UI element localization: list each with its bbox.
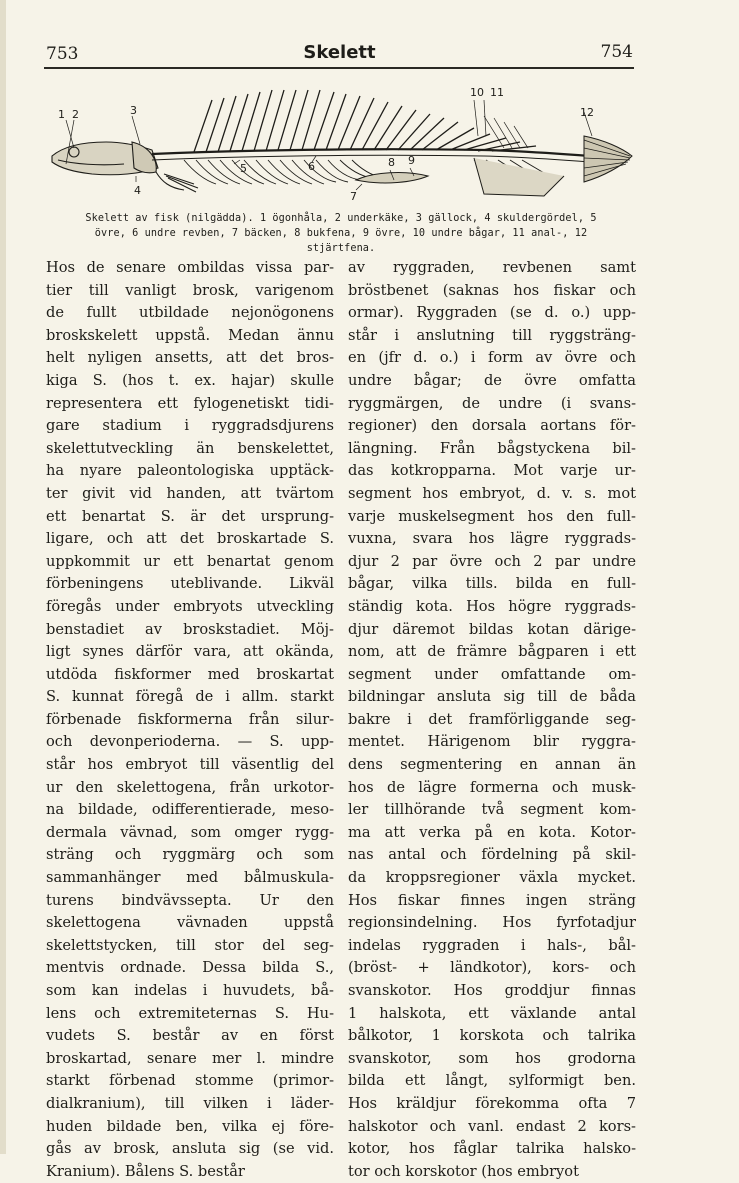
text-line: djur däremot bildas kotan därige- [348,620,636,638]
text-line: dens segmentering en annan än [348,756,636,774]
text-line: ständig kota. Hos högre ryggrads- [348,597,636,615]
text-line: kotor, hos fåglar talrika halsko- [348,1140,636,1158]
fig-label-10: 10 [470,86,484,99]
text-line: nas antal och fördelning på skil- [348,846,636,864]
fig-label-8: 8 [388,156,395,169]
text-line: broskskelett uppstå. Medan ännu [46,326,334,344]
page-title: Skelett [303,42,376,63]
text-line: tier till vanligt brosk, varigenom [46,281,334,299]
text-line: ligt synes därför vara, att okända, [46,643,334,661]
text-line: sträng och ryggmärg och som [46,846,334,864]
text-line: dialkranium), till vilken i läder- [46,1094,334,1112]
text-line: ur den skelettogena, från urkotor- [46,778,334,796]
text-line: som kan indelas i huvudets, bå- [46,982,334,999]
text-line: bröstbenet (saknas hos fiskar och [348,281,636,299]
text-line: skelettogena vävnaden uppstå [46,914,334,932]
text-line: benstadiet av broskstadiet. Möj- [46,620,334,638]
text-line: längning. Från bågstyckena bil- [348,439,636,457]
fig-label-1: 1 [58,108,65,121]
text-line: ryggmärgen, de undre (i svans- [348,394,636,412]
fish-skeleton-figure [44,76,636,206]
text-line: starkt förbenad stomme (primor- [46,1072,334,1090]
text-line: segment under omfattande om- [348,665,636,683]
text-line: Hos de senare ombildas vissa par- [46,259,334,276]
text-line: halskotor och vanl. endast 2 kors- [348,1117,636,1135]
text-line: utdöda fiskformer med broskartat [46,665,334,683]
text-line: Hos kräldjur förekomma ofta 7 [348,1094,636,1112]
text-line: da kroppsregioner växla mycket. [348,869,636,887]
fig-label-2: 2 [72,108,79,121]
text-line: ormar). Ryggraden (se d. o.) upp- [348,304,636,322]
text-line: representera ett fylogenetiskt tidi- [46,394,334,412]
text-line: svanskotor. Hos groddjur finnas [348,982,636,999]
text-line: vuxna, svara hos lägre ryggrads- [348,530,636,548]
text-line: tor och korskotor (hos embryot [348,1162,579,1180]
text-line: mentet. Härigenom blir ryggra- [348,733,636,751]
text-line: bilda ett långt, sylformigt ben. [348,1072,636,1090]
text-line: helt nyligen ansetts, att det bros- [46,349,334,367]
text-line: regionsindelning. Hos fyrfotadjur [348,914,636,932]
text-line: S. kunnat föregå de i allm. starkt [46,688,334,706]
text-line: na bildade, odifferentierade, meso- [46,801,334,819]
text-line: bakre i det framförliggande seg- [348,710,636,728]
text-line: undre bågar; de övre omfatta [348,371,636,389]
text-line: hos de lägre formerna och musk- [348,778,636,796]
text-line: bålkotor, 1 korskota och talrika [348,1027,636,1045]
text-line: das kotkropparna. Mot varje ur- [348,462,636,480]
caption-line: Skelett av fisk (nilgädda). 1 ögonhåla, 2 underkäke, 3 gällock, 4 skuldergördel, 5 [85,213,597,224]
text-line: en (jfr d. o.) i form av övre och [348,349,636,367]
text-line: kiga S. (hos t. ex. hajar) skulle [46,371,334,389]
caption-line: stjärtfena. [306,243,376,254]
text-line: gås av brosk, ansluta sig (se vid. [46,1140,334,1158]
text-line: broskartad, senare mer l. mindre [46,1049,334,1067]
fig-label-3: 3 [130,104,137,117]
text-line: lens och extremiteternas S. Hu- [46,1004,334,1022]
text-line: djur 2 par övre och 2 par undre [348,552,636,570]
text-line: ligare, och att det broskartade S. [46,530,334,548]
left-text-column [46,257,334,1183]
text-line: varje muskelsegment hos den full- [348,507,636,525]
right-text-column [348,257,636,1183]
text-line: regioner) den dorsala aortans för- [348,417,636,435]
text-line: gare stadium i ryggradsdjurens [46,417,334,435]
fig-label-11: 11 [490,86,504,99]
fig-label-9: 9 [408,154,415,167]
text-line: ter givit vid handen, att tvärtom [46,484,334,502]
text-line: skelettstycken, till stor del seg- [46,936,334,954]
text-line: och devonperioderna. — S. upp- [46,733,334,751]
text-line: bildningar ansluta sig till de båda [348,688,636,706]
text-line: ma att verka på en kota. Kotor- [348,823,636,841]
text-line: mentvis ordnade. Dessa bilda S., [46,959,334,977]
text-line: förbenade fiskformerna från silur- [46,710,334,728]
fig-label-6: 6 [308,160,315,173]
text-line: dermala vävnad, som omger rygg- [46,823,334,841]
text-line: segment hos embryot, d. v. s. mot [348,484,636,502]
text-line: vudets S. består av en först [46,1027,334,1045]
page-header [46,40,633,70]
fig-label-4: 4 [134,184,141,197]
page-number-left: 753 [46,44,79,64]
fish-skeleton-illustration [44,76,636,206]
text-line: de fullt utbildade nejonögonens [46,304,334,322]
text-line: sammanhänger med bålmuskula- [46,869,334,887]
text-line: turens bindvävssepta. Ur den [46,891,334,909]
text-line: 1 halskota, ett växlande antal [348,1004,636,1022]
text-line: indelas ryggraden i hals-, bål- [348,936,636,954]
text-line: huden bildade ben, vilka ej före- [46,1117,334,1135]
fig-label-7: 7 [350,190,357,203]
page-number-right: 754 [600,42,633,62]
text-line: står i anslutning till ryggsträng- [348,326,636,344]
text-line: förbeningens uteblivande. Likväl [46,575,334,593]
text-line: svanskotor, som hos grodorna [348,1049,636,1067]
text-line: skelettutveckling än benskelettet, [46,439,334,457]
text-line: ha nyare paleontologiska upptäck- [46,462,334,480]
text-line: av ryggraden, revbenen samt [348,259,636,276]
text-line: uppkommit ur ett benartat genom [46,552,334,570]
caption-line: övre, 6 undre revben, 7 bäcken, 8 bukfena, 9 övre, 10 undre bågar, 11 anal-, 12 [94,228,588,239]
fig-label-12: 12 [580,106,594,119]
text-line: Hos fiskar finnes ingen sträng [348,891,636,909]
text-line: föregås under embryots utveckling [46,597,334,615]
text-line: bågar, vilka tills. bilda en full- [348,575,636,593]
text-line: nom, att de främre bågparen i ett [348,643,636,661]
text-line: ett benartat S. är det ursprung- [46,507,334,525]
figure-caption [46,211,636,256]
text-line: står hos embryot till väsentlig del [46,756,334,774]
text-line: ler tillhörande två segment kom- [348,801,636,819]
fig-label-5: 5 [240,162,247,175]
text-line: (bröst- + ländkotor), kors- och [348,959,636,977]
header-rule [44,67,634,69]
text-line: Kranium). Bålens S. består [46,1162,245,1180]
